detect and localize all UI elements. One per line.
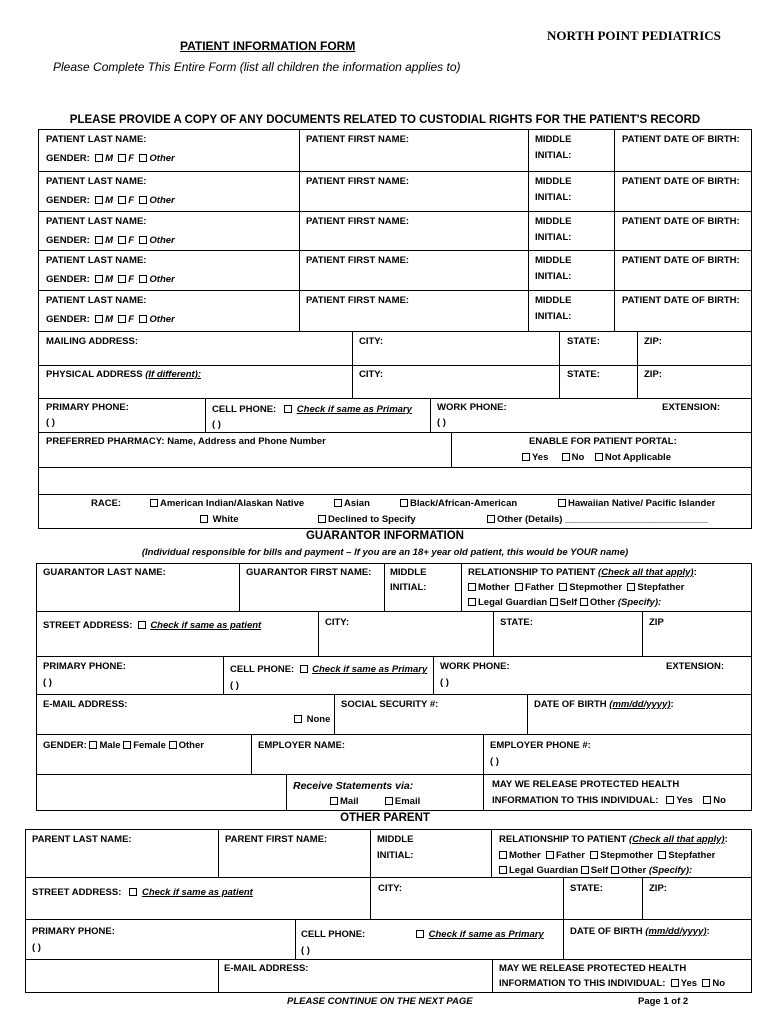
checkbox-icon[interactable]: [118, 154, 126, 162]
mailing-state-label[interactable]: STATE:: [567, 336, 600, 347]
guarantor-email-label[interactable]: E-MAIL ADDRESS:: [43, 699, 128, 710]
checkbox-icon[interactable]: [562, 453, 570, 461]
guarantor-city-label[interactable]: CITY:: [325, 617, 350, 628]
checkbox-icon[interactable]: [118, 236, 126, 244]
patient-first-name-label[interactable]: PATIENT FIRST NAME:: [306, 134, 410, 145]
checkbox-icon[interactable]: [580, 598, 588, 606]
guarantor-primary-phone-paren[interactable]: ( ): [43, 677, 52, 688]
parent-relationship-label: RELATIONSHIP TO PATIENT (Check all that apply):: [499, 834, 728, 845]
guarantor-heading: GUARANTOR INFORMATION: [305, 530, 464, 542]
race-label: RACE:: [91, 498, 122, 509]
patient-cell-phone-label[interactable]: CELL PHONE: Check if same as Primary: [212, 404, 412, 415]
race-option[interactable]: Declined to Specify: [318, 514, 416, 525]
guarantor-employer-phone-paren[interactable]: ( ): [490, 756, 499, 767]
checkbox-icon[interactable]: [123, 741, 131, 749]
patient-initial-label[interactable]: INITIAL:: [535, 192, 572, 203]
parent-email-label[interactable]: E-MAIL ADDRESS:: [224, 963, 309, 974]
checkbox-icon[interactable]: [515, 583, 523, 591]
checkbox-icon[interactable]: [129, 888, 137, 896]
parent-primary-phone-label[interactable]: PRIMARY PHONE:: [32, 926, 115, 937]
mailing-address-label[interactable]: MAILING ADDRESS:: [46, 336, 139, 347]
patient-first-name-label[interactable]: PATIENT FIRST NAME:: [306, 216, 410, 227]
patient-work-phone-label[interactable]: WORK PHONE:: [437, 402, 507, 413]
guarantor-street-label[interactable]: STREET ADDRESS: Check if same as patient: [43, 620, 262, 631]
checkbox-icon[interactable]: [581, 866, 589, 874]
guarantor-note: (Individual responsible for bills and payment – If you are an 18+ year old patient, this would be YOUR name): [141, 547, 629, 558]
race-option-other[interactable]: Other (Details) ___________________________: [487, 514, 708, 525]
checkbox-icon[interactable]: [671, 979, 679, 987]
checkbox-icon[interactable]: [558, 499, 566, 507]
guarantor-employer-label[interactable]: EMPLOYER NAME:: [258, 740, 346, 751]
guarantor-primary-phone-label[interactable]: PRIMARY PHONE:: [43, 661, 126, 672]
checkbox-icon[interactable]: [118, 275, 126, 283]
parent-middle-label[interactable]: MIDDLE: [377, 834, 414, 845]
guarantor-ssn-label[interactable]: SOCIAL SECURITY #:: [341, 699, 439, 710]
parent-relationship-options[interactable]: Mother Father Stepmother Stepfather: [499, 850, 715, 861]
physical-address-label[interactable]: PHYSICAL ADDRESS (If different):: [46, 369, 202, 380]
guarantor-cell-phone-label[interactable]: CELL PHONE: Check if same as Primary: [230, 664, 428, 675]
other-parent-heading: OTHER PARENT: [340, 812, 430, 824]
checkbox-icon[interactable]: [658, 851, 666, 859]
patient-dob-label[interactable]: PATIENT DATE OF BIRTH:: [622, 176, 740, 187]
checkbox-icon[interactable]: [590, 851, 598, 859]
physical-state-label[interactable]: STATE:: [567, 369, 600, 380]
patient-dob-label[interactable]: PATIENT DATE OF BIRTH:: [622, 295, 740, 306]
checkbox-icon[interactable]: [139, 275, 147, 283]
parent-relationship-options-2[interactable]: Legal Guardian Self Other (Specify):: [499, 865, 692, 876]
checkbox-icon[interactable]: [300, 665, 308, 673]
patient-last-name-label[interactable]: PATIENT LAST NAME:: [46, 255, 147, 266]
parent-release-options[interactable]: INFORMATION TO THIS INDIVIDUAL: Yes No: [499, 978, 726, 989]
checkbox-icon[interactable]: [89, 741, 97, 749]
checkbox-icon[interactable]: [400, 499, 408, 507]
patient-gender-field[interactable]: GENDER: M F Other: [46, 195, 175, 206]
patient-last-name-label[interactable]: PATIENT LAST NAME:: [46, 216, 147, 227]
parent-initial-label[interactable]: INITIAL:: [377, 850, 414, 861]
race-option[interactable]: Black/African-American: [400, 498, 517, 509]
continue-note: PLEASE CONTINUE ON THE NEXT PAGE: [287, 996, 473, 1007]
physical-zip-label[interactable]: ZIP:: [644, 369, 662, 380]
checkbox-icon[interactable]: [550, 598, 558, 606]
checkbox-icon[interactable]: [330, 797, 338, 805]
patient-first-name-label[interactable]: PATIENT FIRST NAME:: [306, 295, 410, 306]
patient-primary-phone-label[interactable]: PRIMARY PHONE:: [46, 402, 129, 413]
guarantor-relationship-options[interactable]: Mother Father Stepmother Stepfather: [468, 582, 684, 593]
race-option[interactable]: Hawaiian Native/ Pacific Islander: [558, 498, 715, 509]
checkbox-icon[interactable]: [95, 236, 103, 244]
patient-gender-field[interactable]: GENDER: M F Other: [46, 314, 175, 325]
checkbox-icon[interactable]: [139, 315, 147, 323]
checkbox-icon[interactable]: [702, 979, 710, 987]
parent-cell-phone-label[interactable]: CELL PHONE:: [301, 929, 366, 940]
portal-label: ENABLE FOR PATIENT PORTAL:: [529, 436, 677, 447]
parent-state-label[interactable]: STATE:: [570, 883, 603, 894]
custodial-notice: PLEASE PROVIDE A COPY OF ANY DOCUMENTS RELATED TO CUSTODIAL RIGHTS FOR THE PATIENT'S RECORD: [69, 114, 701, 126]
checkbox-icon[interactable]: [522, 453, 530, 461]
statements-label: Receive Statements via:: [293, 780, 414, 792]
patient-last-name-label[interactable]: PATIENT LAST NAME:: [46, 295, 147, 306]
guarantor-middle-label[interactable]: MIDDLE: [390, 567, 427, 578]
guarantor-relationship-label: RELATIONSHIP TO PATIENT (Check all that apply):: [468, 567, 697, 578]
checkbox-icon[interactable]: [546, 851, 554, 859]
checkbox-icon[interactable]: [559, 583, 567, 591]
checkbox-icon[interactable]: [611, 866, 619, 874]
patient-last-name-label[interactable]: PATIENT LAST NAME:: [46, 134, 147, 145]
guarantor-ssn-none[interactable]: None: [294, 714, 330, 725]
checkbox-icon[interactable]: [666, 796, 674, 804]
parent-first-name-label[interactable]: PARENT FIRST NAME:: [225, 834, 328, 845]
checkbox-icon[interactable]: [139, 236, 147, 244]
parent-street-label[interactable]: STREET ADDRESS: Check if same as patient: [32, 887, 253, 898]
checkbox-icon[interactable]: [200, 515, 208, 523]
race-option[interactable]: Asian: [334, 498, 370, 509]
patient-initial-label[interactable]: INITIAL:: [535, 232, 572, 243]
parent-dob-label[interactable]: DATE OF BIRTH (mm/dd/yyyy):: [570, 926, 710, 937]
patient-extension-label[interactable]: EXTENSION:: [662, 402, 721, 413]
patient-cell-phone-paren[interactable]: ( ): [212, 419, 221, 430]
guarantor-extension-label[interactable]: EXTENSION:: [666, 661, 725, 672]
checkbox-icon[interactable]: [468, 583, 476, 591]
patient-middle-label[interactable]: MIDDLE: [535, 216, 572, 227]
portal-options[interactable]: Yes No Not Applicable: [522, 452, 671, 463]
race-option[interactable]: American Indian/Alaskan Native: [150, 498, 304, 509]
form-subtitle: Please Complete This Entire Form (list all children the information applies to): [53, 60, 461, 74]
parent-last-name-label[interactable]: PARENT LAST NAME:: [32, 834, 132, 845]
checkbox-icon[interactable]: [468, 598, 476, 606]
guarantor-zip-label[interactable]: ZIP: [649, 617, 664, 628]
physical-city-label[interactable]: CITY:: [359, 369, 384, 380]
page-number: Page 1 of 2: [638, 996, 689, 1007]
race-option[interactable]: White: [200, 514, 239, 525]
patient-gender-field[interactable]: GENDER: M F Other: [46, 153, 175, 164]
parent-zip-label[interactable]: ZIP:: [649, 883, 667, 894]
parent-primary-phone-paren[interactable]: ( ): [32, 942, 41, 953]
guarantor-first-name-label[interactable]: GUARANTOR FIRST NAME:: [246, 567, 372, 578]
checkbox-icon[interactable]: [139, 154, 147, 162]
checkbox-icon[interactable]: [95, 154, 103, 162]
mailing-city-label[interactable]: CITY:: [359, 336, 384, 347]
patient-middle-label[interactable]: MIDDLE: [535, 134, 572, 145]
patient-middle-label[interactable]: MIDDLE: [535, 255, 572, 266]
patient-middle-label[interactable]: MIDDLE: [535, 295, 572, 306]
guarantor-relationship-options-2[interactable]: Legal Guardian Self Other (Specify):: [468, 597, 661, 608]
parent-city-label[interactable]: CITY:: [378, 883, 403, 894]
patient-last-name-label[interactable]: PATIENT LAST NAME:: [46, 176, 147, 187]
checkbox-icon[interactable]: [318, 515, 326, 523]
checkbox-icon[interactable]: [416, 930, 424, 938]
checkbox-icon[interactable]: [95, 275, 103, 283]
guarantor-state-label[interactable]: STATE:: [500, 617, 533, 628]
practice-name: NORTH POINT PEDIATRICS: [547, 28, 721, 43]
guarantor-employer-phone-label[interactable]: EMPLOYER PHONE #:: [490, 740, 591, 751]
checkbox-icon[interactable]: [487, 515, 495, 523]
patient-initial-label[interactable]: INITIAL:: [535, 311, 572, 322]
patient-first-name-label[interactable]: PATIENT FIRST NAME:: [306, 176, 410, 187]
parent-cell-phone-paren[interactable]: ( ): [301, 945, 310, 956]
checkbox-icon[interactable]: [118, 315, 126, 323]
guarantor-initial-label[interactable]: INITIAL:: [390, 582, 427, 593]
checkbox-icon[interactable]: [169, 741, 177, 749]
guarantor-dob-label[interactable]: DATE OF BIRTH (mm/dd/yyyy):: [534, 699, 674, 710]
checkbox-icon[interactable]: [95, 315, 103, 323]
checkbox-icon[interactable]: [499, 866, 507, 874]
patient-work-phone-paren[interactable]: ( ): [437, 417, 446, 428]
patient-initial-label[interactable]: INITIAL:: [535, 271, 572, 282]
pharmacy-label[interactable]: PREFERRED PHARMACY: Name, Address and Phone Number: [46, 436, 326, 447]
patient-primary-phone-paren[interactable]: ( ): [46, 417, 55, 428]
patient-section: [38, 129, 752, 529]
patient-initial-label[interactable]: INITIAL:: [535, 150, 572, 161]
patient-dob-label[interactable]: PATIENT DATE OF BIRTH:: [622, 216, 740, 227]
guarantor-work-phone-label[interactable]: WORK PHONE:: [440, 661, 510, 672]
form-title: PATIENT INFORMATION FORM: [180, 39, 356, 53]
checkbox-icon[interactable]: [138, 621, 146, 629]
guarantor-gender-label[interactable]: GENDER: Male Female Other: [43, 740, 204, 751]
checkbox-icon[interactable]: [703, 796, 711, 804]
patient-gender-field[interactable]: GENDER: M F Other: [46, 274, 175, 285]
checkbox-icon[interactable]: [95, 196, 103, 204]
checkbox-icon[interactable]: [595, 453, 603, 461]
patient-dob-label[interactable]: PATIENT DATE OF BIRTH:: [622, 134, 740, 145]
checkbox-icon[interactable]: [385, 797, 393, 805]
patient-gender-field[interactable]: GENDER: M F Other: [46, 235, 175, 246]
checkbox-icon[interactable]: [294, 715, 302, 723]
checkbox-icon[interactable]: [627, 583, 635, 591]
checkbox-icon[interactable]: [499, 851, 507, 859]
checkbox-icon[interactable]: [334, 499, 342, 507]
mailing-zip-label[interactable]: ZIP:: [644, 336, 662, 347]
patient-dob-label[interactable]: PATIENT DATE OF BIRTH:: [622, 255, 740, 266]
guarantor-work-phone-paren[interactable]: ( ): [440, 677, 449, 688]
checkbox-icon[interactable]: [284, 405, 292, 413]
checkbox-icon[interactable]: [150, 499, 158, 507]
patient-middle-label[interactable]: MIDDLE: [535, 176, 572, 187]
patient-first-name-label[interactable]: PATIENT FIRST NAME:: [306, 255, 410, 266]
guarantor-release-label: MAY WE RELEASE PROTECTED HEALTH: [492, 779, 680, 790]
checkbox-icon[interactable]: [139, 196, 147, 204]
parent-release-label: MAY WE RELEASE PROTECTED HEALTH: [499, 963, 687, 974]
guarantor-last-name-label[interactable]: GUARANTOR LAST NAME:: [43, 567, 166, 578]
parent-same-primary[interactable]: Check if same as Primary: [416, 929, 544, 940]
guarantor-release-options[interactable]: INFORMATION TO THIS INDIVIDUAL: Yes No: [492, 795, 726, 806]
statements-options[interactable]: Mail Email: [330, 796, 420, 807]
guarantor-cell-phone-paren[interactable]: ( ): [230, 680, 239, 691]
checkbox-icon[interactable]: [118, 196, 126, 204]
